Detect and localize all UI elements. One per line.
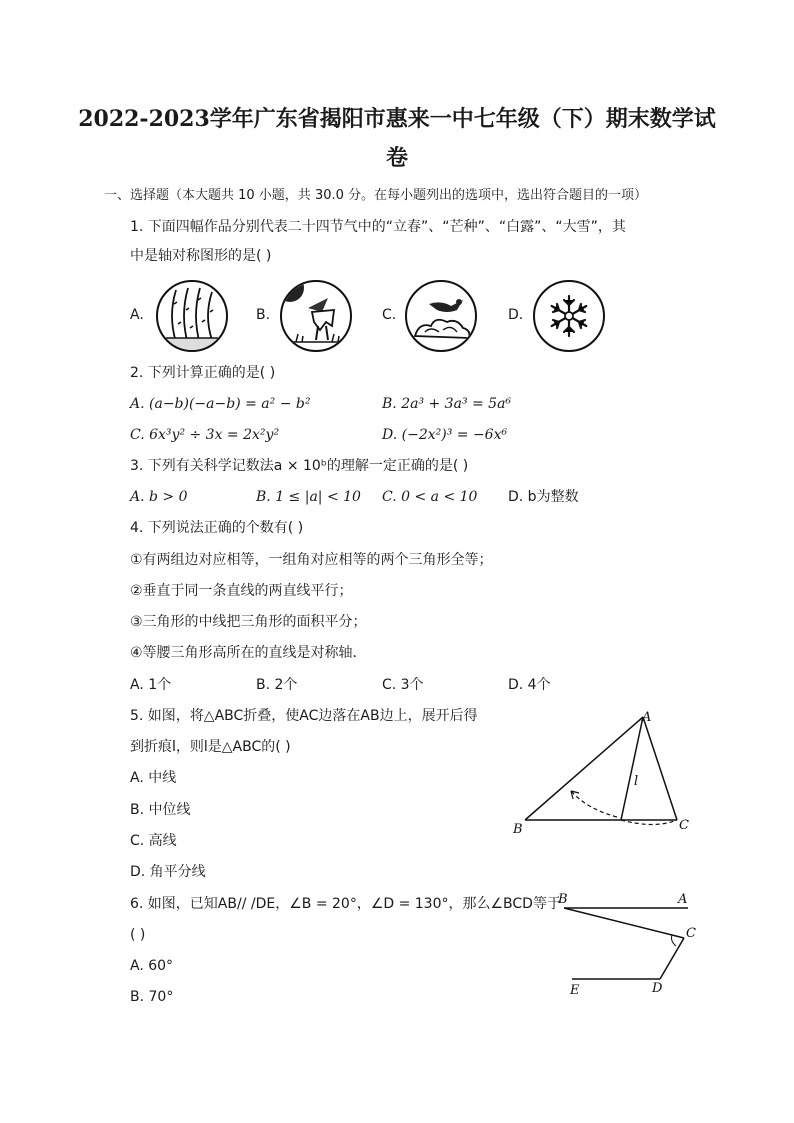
label-b: B — [513, 822, 523, 837]
q6-stem-line1: 6. 如图，已知AB// /DE，∠B = 20°，∠D = 130°，那么∠BCD等于 — [130, 896, 561, 912]
q3-option-a: A. b > 0 — [130, 489, 188, 505]
q2-stem: 2. 下列计算正确的是( ) — [130, 365, 276, 381]
q2-option-b: B. 2a³ + 3a³ = 5a⁶ — [382, 396, 512, 412]
q3-stem: 3. 下列有关科学记数法a × 10ᵇ的理解一定正确的是( ) — [130, 458, 469, 474]
q6-parallel-lines-figure — [552, 888, 702, 998]
q1-option-d-label: D. — [508, 307, 524, 323]
section-heading: 一、选择题（本大题共 10 小题，共 30.0 分。在每小题列出的选项中，选出符合题目的一项） — [104, 188, 648, 203]
q4-statement-4: ④等腰三角形高所在的直线是对称轴． — [130, 645, 367, 661]
q5-option-d: D. 角平分线 — [130, 864, 206, 880]
exam-title-line1: 2022-2023学年广东省揭阳市惠来一中七年级（下）期末数学试 — [78, 106, 716, 132]
segment-cd — [660, 938, 684, 979]
q5-triangle-figure — [505, 705, 695, 840]
q1-stem-line1: 1. 下面四幅作品分别代表二十四节气中的“立春”、“芒种”、“白露”、“大雪”，其 — [130, 219, 626, 235]
q6-stem-line2: ( ) — [130, 927, 146, 943]
q5-stem-line1: 5. 如图，将△ABC折叠，使AC边落在AB边上，展开后得 — [130, 708, 478, 724]
q5-option-c: C. 高线 — [130, 833, 177, 849]
q1-option-b-label: B. — [256, 307, 271, 323]
q4-statement-1: ①有两组边对应相等，一组角对应相等的两个三角形全等； — [130, 552, 493, 568]
label-a: A — [678, 892, 688, 907]
q6-option-a: A. 60° — [130, 958, 174, 974]
q2-option-c: C. 6x³y² ÷ 3x = 2x²y² — [130, 427, 280, 443]
q4-option-c: C. 3个 — [382, 677, 424, 693]
label-d: D — [652, 981, 663, 996]
label-b: B — [558, 892, 568, 907]
fold-arrow — [571, 791, 617, 817]
q1-option-a-label: A. — [130, 307, 144, 323]
q2-option-d: D. (−2x²)³ = −6x⁶ — [382, 427, 508, 443]
side-ab — [525, 717, 643, 820]
q5-option-b: B. 中位线 — [130, 802, 191, 818]
q5-option-a: A. 中线 — [130, 770, 177, 786]
exam-title-line2: 卷 — [385, 145, 408, 171]
label-e: E — [570, 983, 580, 998]
side-ac — [643, 717, 677, 820]
bailu-bird-icon — [405, 280, 477, 352]
q4-option-b: B. 2个 — [256, 677, 298, 693]
q3-option-d: D. b为整数 — [508, 489, 579, 505]
mangzhong-farmer-icon — [280, 280, 352, 352]
q5-stem-line2: 到折痕l，则l是△ABC的( ) — [130, 739, 291, 755]
q4-statement-2: ②垂直于同一条直线的两直线平行； — [130, 583, 353, 599]
lichun-rain-icon — [156, 280, 228, 352]
q3-option-b: B. 1 ≤ |a| < 10 — [256, 489, 361, 505]
q6-option-b: B. 70° — [130, 989, 174, 1005]
q4-option-a: A. 1个 — [130, 677, 172, 693]
q1-stem-line2: 中是轴对称图形的是( ) — [130, 248, 272, 264]
segment-bc — [564, 908, 684, 938]
label-l: l — [634, 774, 639, 789]
label-c: C — [679, 818, 689, 833]
q4-statement-3: ③三角形的中线把三角形的面积平分； — [130, 614, 367, 630]
daxue-snowflake-icon — [533, 280, 605, 352]
q2-option-a: A. (a−b)(−a−b) = a² − b² — [130, 396, 311, 412]
q1-option-c-label: C. — [382, 307, 397, 323]
q4-stem: 4. 下列说法正确的个数有( ) — [130, 520, 304, 536]
angle-bcd-arc — [672, 935, 677, 946]
q4-option-d: D. 4个 — [508, 677, 551, 693]
label-a: A — [642, 710, 652, 725]
label-c: C — [686, 926, 696, 941]
q3-option-c: C. 0 < a < 10 — [382, 489, 478, 505]
